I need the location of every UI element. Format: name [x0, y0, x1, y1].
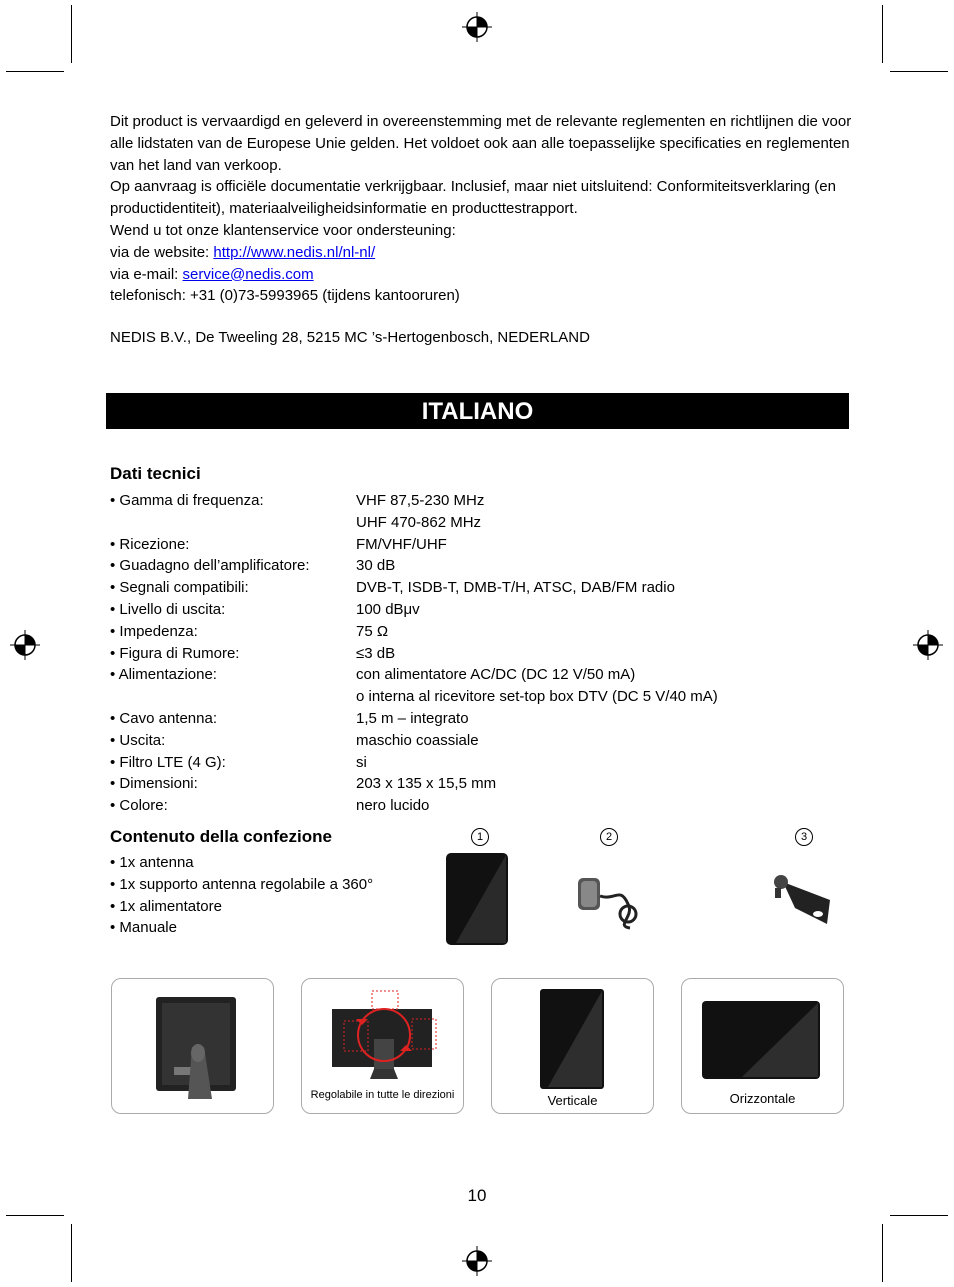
spec-label: • Figura di Rumore: [110, 644, 240, 662]
adjust-caption: Regolabile in tutte le direzioni [310, 1089, 455, 1101]
website-link[interactable]: http://www.nedis.nl/nl-nl/ [213, 243, 376, 261]
spec-value: nero lucido [356, 797, 430, 815]
spec-value: o interna al ricevitore set-top box DTV (DC 5 V/40 mA) [356, 688, 718, 706]
email-line [110, 264, 870, 286]
crop-mark [890, 1215, 948, 1216]
spec-row [110, 555, 718, 577]
package-item: • 1x antenna [110, 854, 194, 871]
support-paragraph: Wend u tot onze klantenservice voor ondersteuning: [110, 221, 456, 239]
spec-row [110, 708, 718, 730]
mounting-bracket-picture [765, 862, 840, 932]
spec-value: VHF 87,5-230 MHz [356, 492, 485, 509]
spec-value: 1,5 m – integrato [356, 709, 469, 727]
antenna-picture [440, 845, 520, 950]
adjustable-directions-picture [302, 979, 463, 1089]
website-line [110, 242, 870, 264]
spec-row [110, 490, 718, 512]
language-header: ITALIANO [106, 393, 849, 429]
spec-value: maschio coassiale [356, 731, 479, 749]
website-label: via de website: [110, 243, 214, 261]
antenna-back-picture [112, 979, 273, 1113]
spec-value: UHF 470-862 MHz [356, 513, 482, 531]
spec-row [110, 577, 718, 599]
spec-row [110, 686, 718, 708]
spec-value: si [356, 753, 367, 771]
crop-mark [882, 5, 883, 63]
photo-horizontal [681, 978, 844, 1114]
crop-mark [6, 71, 64, 72]
spec-value: 30 dB [356, 557, 396, 575]
spec-label [110, 512, 356, 534]
spec-label: • Alimentazione: [110, 666, 217, 684]
spec-row [110, 795, 718, 817]
email-link[interactable]: service@nedis.com [182, 265, 314, 283]
registration-mark-icon [913, 630, 943, 660]
spec-row [110, 730, 718, 752]
spec-label: • Livello di uscita: [110, 600, 226, 618]
package-item: • Manuale [110, 919, 177, 937]
crop-mark [890, 71, 948, 72]
spec-row [110, 599, 718, 621]
spec-row [110, 534, 718, 556]
spec-label: • Impedenza: [110, 622, 198, 640]
registration-mark-icon [462, 1246, 492, 1276]
spec-value: DVB-T, ISDB-T, DMB-T/H, ATSC, DAB/FM radio [356, 579, 675, 597]
spec-value: ≤3 dB [356, 644, 396, 662]
vertical-caption: Verticale [547, 1093, 598, 1108]
crop-mark [71, 1224, 72, 1282]
spec-label: • Dimensioni: [110, 775, 198, 793]
crop-mark [6, 1215, 64, 1216]
item-marker-2: 2 [600, 828, 618, 846]
spec-label: • Ricezione: [110, 535, 190, 553]
spec-row [110, 512, 718, 534]
spec-label: • Cavo antenna: [110, 709, 217, 727]
vertical-antenna-picture [492, 979, 653, 1095]
company-address: NEDIS B.V., De Tweeling 28, 5215 MC ’s-Hertogenbosch, NEDERLAND [110, 329, 590, 346]
package-list [110, 852, 373, 939]
crop-mark [882, 1224, 883, 1282]
spec-label: • Guadagno dell’amplificatore: [110, 557, 310, 575]
horizontal-caption: Orizzontale [729, 1091, 796, 1106]
spec-label: • Gamma di frequenza: [110, 492, 264, 509]
spec-value: 100 dBμv [356, 600, 420, 618]
spec-label [110, 686, 356, 708]
specs-table [110, 490, 718, 817]
email-label: via e-mail: [110, 265, 183, 283]
spec-row [110, 773, 718, 795]
photo-vertical [491, 978, 654, 1114]
spec-value: 75 Ω [356, 622, 389, 640]
spec-label: • Uscita: [110, 731, 166, 749]
spec-label: • Segnali compatibili: [110, 579, 249, 597]
spec-row [110, 643, 718, 665]
package-item: • 1x supporto antenna regolabile a 360° [110, 875, 374, 893]
photo-stand-back [111, 978, 274, 1114]
dutch-compliance-text [110, 111, 870, 307]
compliance-paragraph: Dit product is vervaardigd en geleverd in overeenstemming met de relevante reglementen en richtlijnen die voor alle lidstaten van de Europese Unie gelden. Het voldoet ook aan alle toepasselijke specificaties en reglementen van het land van verkoop. [110, 113, 852, 174]
specs-title: Dati tecnici [110, 464, 201, 483]
page-number: 10 [467, 1186, 487, 1205]
spec-row [110, 664, 718, 686]
power-adapter-picture [570, 866, 645, 936]
spec-label: • Colore: [110, 797, 168, 815]
photo-adjustable [301, 978, 464, 1114]
registration-mark-icon [10, 630, 40, 660]
item-marker-3: 3 [795, 828, 813, 846]
spec-value: con alimentatore AC/DC (DC 12 V/50 mA) [356, 666, 636, 684]
spec-row [110, 752, 718, 774]
phone-line: telefonisch: +31 (0)73-5993965 (tijdens kantooruren) [110, 287, 460, 305]
horizontal-antenna-picture [682, 979, 843, 1089]
crop-mark [71, 5, 72, 63]
package-title: Contenuto della confezione [110, 827, 332, 846]
registration-mark-icon [462, 12, 492, 42]
spec-label: • Filtro LTE (4 G): [110, 753, 226, 771]
spec-value: FM/VHF/UHF [356, 535, 447, 553]
spec-row [110, 621, 718, 643]
spec-value: 203 x 135 x 15,5 mm [356, 775, 497, 793]
documentation-paragraph: Op aanvraag is officiële documentatie verkrijgbaar. Inclusief, maar niet uitsluitend: Conformiteitsverklaring (en productidentiteit), materiaalveiligheidsinformatie en producttestrapport. [110, 178, 836, 218]
item-marker-1: 1 [471, 828, 489, 846]
package-item: • 1x alimentatore [110, 897, 222, 915]
